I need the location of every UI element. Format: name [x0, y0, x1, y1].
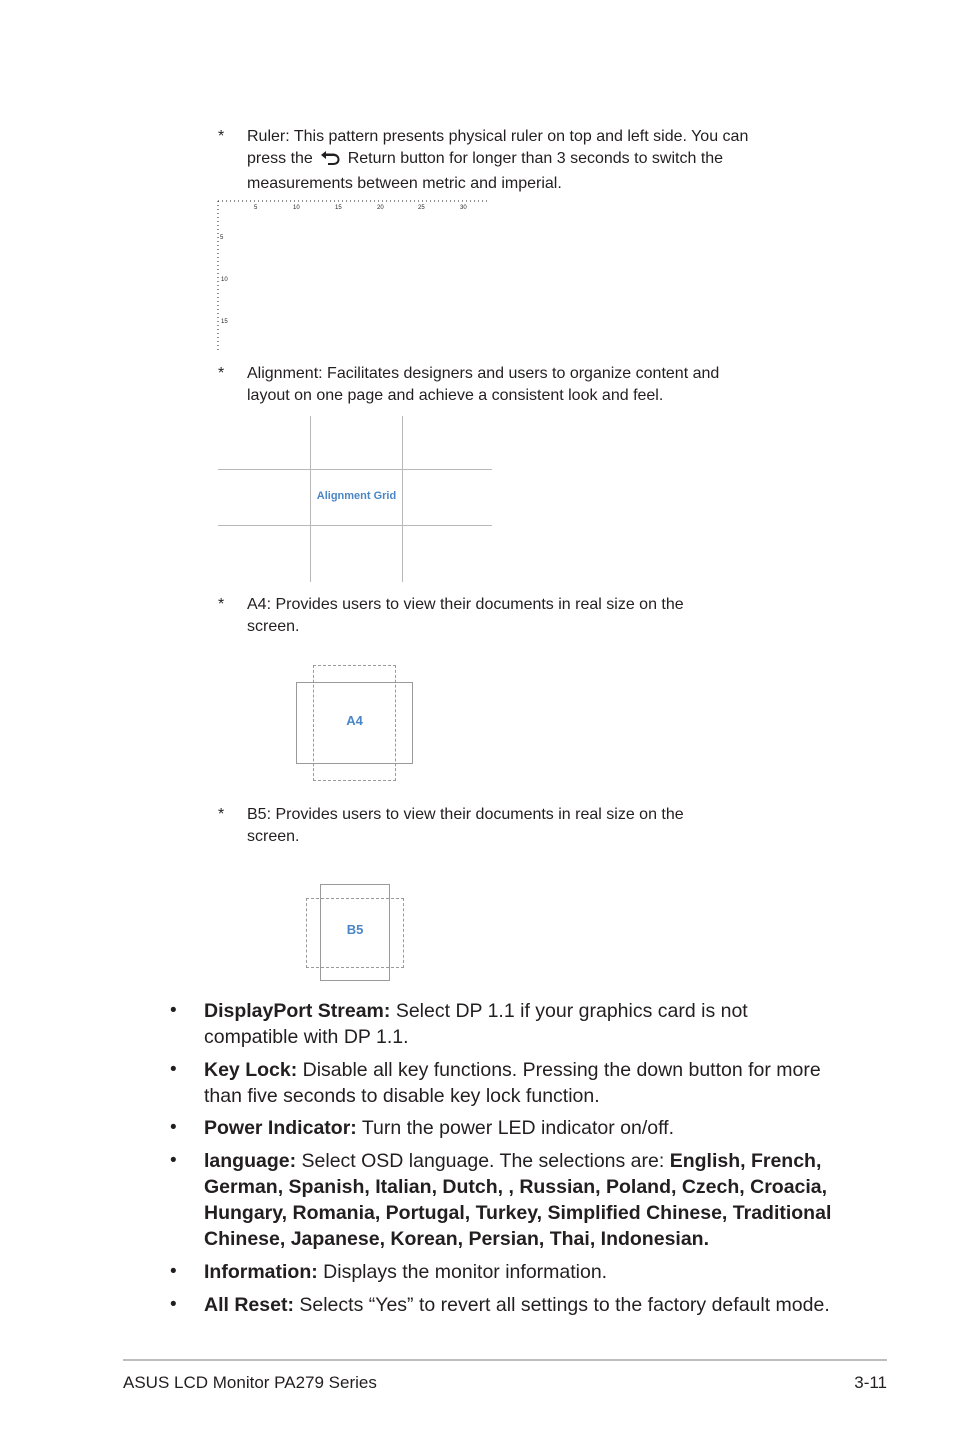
- ruler-top-tick-15: 15: [335, 205, 342, 211]
- bullet-desc: Select OSD language. The selections are:: [296, 1150, 670, 1172]
- bullet-desc: Disable all key functions. Pressing the down button for more than five seconds to disable key lock function.: [204, 1059, 821, 1107]
- ruler-note-text: [247, 126, 757, 195]
- ruler-left-tick-15: 15: [221, 319, 228, 325]
- footer-rule: [123, 1359, 887, 1361]
- note-asterisk: *: [218, 806, 225, 823]
- ruler-top-tick-20: 20: [377, 205, 384, 211]
- bullet-term: Key Lock:: [204, 1059, 298, 1081]
- bullet-term: All Reset:: [204, 1294, 294, 1316]
- ruler-top-tick-25: 25: [418, 205, 425, 211]
- bullet-dot: •: [170, 1117, 177, 1138]
- bullet-desc: Select DP 1.1 if your graphics card is not compatible with DP 1.1.: [204, 1000, 748, 1048]
- page-number: 3-11: [854, 1373, 887, 1392]
- bullet-dot: •: [170, 1261, 177, 1282]
- ruler-figure: [214, 196, 494, 356]
- bullet-body: [204, 1148, 849, 1252]
- note-asterisk: *: [218, 365, 225, 382]
- bullet-dot: •: [170, 1294, 177, 1315]
- grid-line-v2: [402, 416, 403, 582]
- bullet-body: [204, 1292, 864, 1318]
- bullet-body: [204, 1115, 844, 1141]
- b5-note-text: B5: Provides users to view their documents in real size on the screen.: [247, 806, 684, 845]
- bullet-term: Power Indicator:: [204, 1117, 357, 1139]
- bullet-desc: Displays the monitor information.: [317, 1261, 608, 1283]
- bullet-desc: Turn the power LED indicator on/off.: [356, 1117, 675, 1139]
- language-list: English, French, German, Spanish, Italian, Dutch, , Russian, Poland, Czech, Croacia, Hungary, Romania, Portugal, Turkey, Simplified Chinese, Traditional Chinese, Japanese, Korean, Persian, Thai, Indonesian.: [204, 1150, 832, 1250]
- bullet-desc: Selects “Yes” to revert all settings to the factory default mode.: [293, 1294, 830, 1316]
- grid-line-h2: [218, 525, 492, 526]
- ruler-top-tick-10: 10: [293, 205, 300, 211]
- ruler-text-start: Ruler: This pattern presents physical ruler on top and left side. You can press the: [247, 128, 749, 167]
- bullet-term: Information:: [204, 1261, 318, 1283]
- a4-note-text: A4: Provides users to view their documents in real size on the screen.: [247, 596, 684, 635]
- a4-label: A4: [346, 713, 363, 728]
- bullet-body: [204, 1259, 844, 1285]
- ruler-text-end: Return button for longer than 3 seconds to switch the measurements between metric and imperial.: [247, 150, 724, 192]
- bullet-dot: •: [170, 1059, 177, 1080]
- bullet-dot: •: [170, 1000, 177, 1021]
- alignment-note-text: Alignment: Facilitates designers and users to organize content and layout on one page and achieve a consistent look and feel.: [247, 365, 720, 404]
- bullet-term: DisplayPort Stream:: [204, 1000, 391, 1022]
- ruler-top-tick-5: 5: [254, 205, 258, 211]
- bullet-body: [204, 998, 844, 1050]
- bullet-term: language:: [204, 1150, 297, 1172]
- alignment-grid-label: Alignment Grid: [316, 490, 397, 502]
- b5-label: B5: [346, 922, 364, 937]
- bullet-body: [204, 1057, 844, 1109]
- return-arrow-icon: [319, 150, 341, 173]
- alignment-grid-figure: [218, 416, 492, 582]
- bullet-dot: •: [170, 1150, 177, 1171]
- grid-line-h1: [218, 469, 492, 470]
- ruler-left-tick-10: 10: [221, 277, 228, 283]
- footer-title: ASUS LCD Monitor PA279 Series: [123, 1373, 377, 1392]
- note-asterisk: *: [218, 128, 225, 145]
- ruler-left-tick-5: 5: [220, 235, 224, 241]
- ruler-top-tick-30: 30: [460, 205, 467, 211]
- note-asterisk: *: [218, 596, 225, 613]
